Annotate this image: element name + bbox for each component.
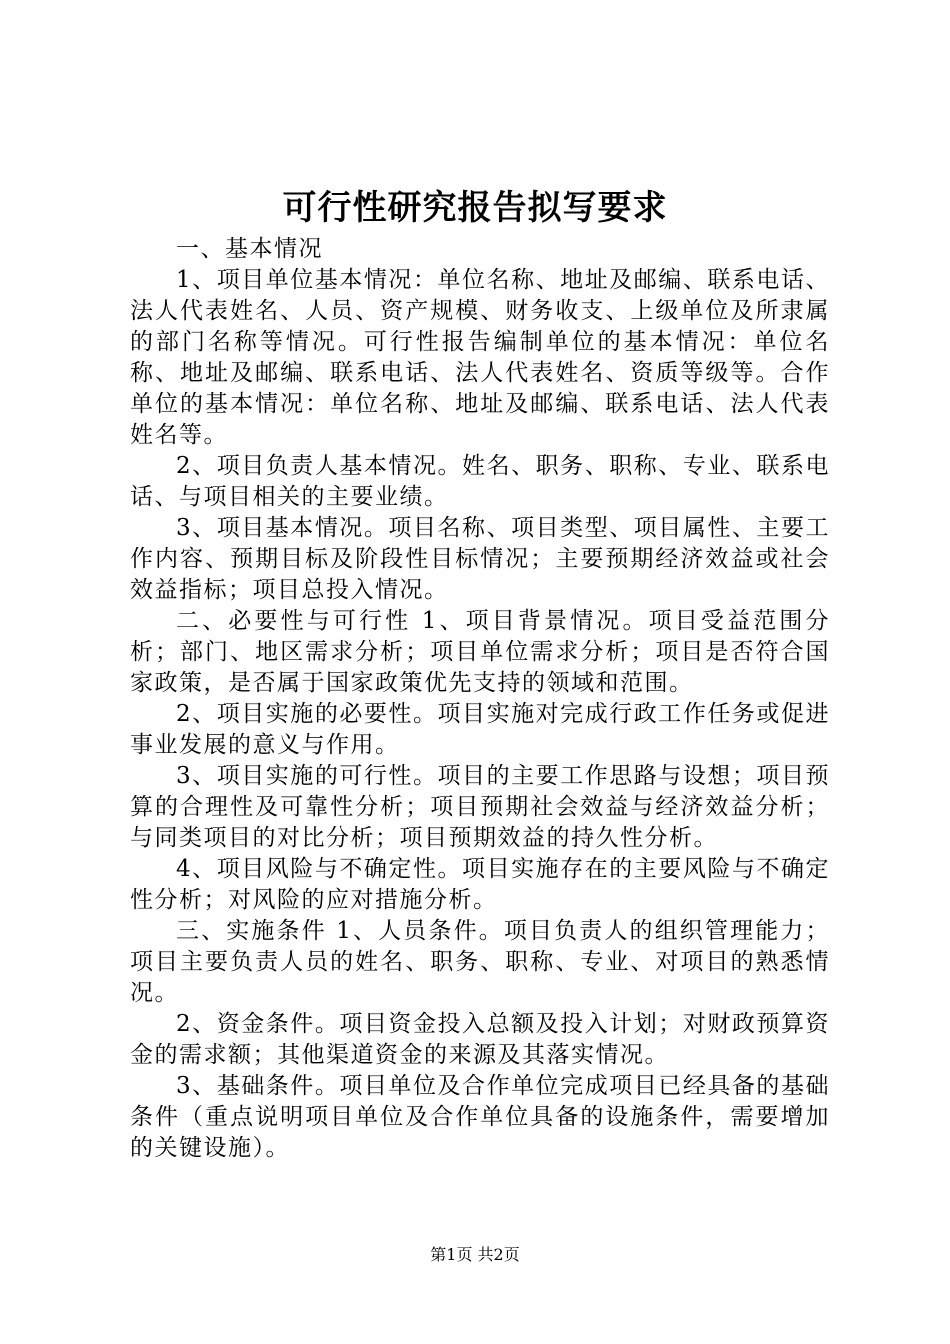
paragraph-conditions-personnel: 三、实施条件 1、人员条件。项目负责人的组织管理能力；项目主要负责人员的姓名、职务、职称、专业、对项目的熟悉情况。 [130,918,830,1006]
document-body [130,234,830,1164]
page-footer: 第1页 共2页 [430,1245,520,1264]
paragraph-necessity-background: 二、必要性与可行性 1、项目背景情况。项目受益范围分析；部门、地区需求分析；项目单位需求分析；项目是否符合国家政策，是否属于国家政策优先支持的领域和范围。 [130,608,830,696]
section-heading-basic-info: 一、基本情况 [176,236,323,262]
paragraph-funding: 2、资金条件。项目资金投入总额及投入计划；对财政预算资金的需求额；其他渠道资金的来源及其落实情况。 [130,1011,830,1068]
paragraph-infrastructure: 3、基础条件。项目单位及合作单位完成项目已经具备的基础条件（重点说明项目单位及合作单位具备的设施条件，需要增加的关键设施）。 [130,1073,830,1161]
document-title: 可行性研究报告拟写要求 [282,188,668,228]
paragraph-project-info: 3、项目基本情况。项目名称、项目类型、项目属性、主要工作内容、预期目标及阶段性目标情况；主要预期经济效益或社会效益指标；项目总投入情况。 [130,515,830,603]
paragraph-risk: 4、项目风险与不确定性。项目实施存在的主要风险与不确定性分析；对风险的应对措施分析。 [130,856,830,913]
paragraph-unit-info: 1、项目单位基本情况：单位名称、地址及邮编、联系电话、法人代表姓名、人员、资产规模、财务收支、上级单位及所隶属的部门名称等情况。可行性报告编制单位的基本情况：单位名称、地址及邮编、联系电话、法人代表姓名、资质等级等。合作单位的基本情况：单位名称、地址及邮编、联系电话、法人代表姓名等。 [130,267,830,448]
paragraph-feasibility: 3、项目实施的可行性。项目的主要工作思路与设想；项目预算的合理性及可靠性分析；项目预期社会效益与经济效益分析；与同类项目的对比分析；项目预期效益的持久性分析。 [130,763,830,851]
paragraph-leader-info: 2、项目负责人基本情况。姓名、职务、职称、专业、联系电话、与项目相关的主要业绩。 [130,453,830,510]
paragraph-necessity: 2、项目实施的必要性。项目实施对完成行政工作任务或促进事业发展的意义与作用。 [130,701,830,758]
